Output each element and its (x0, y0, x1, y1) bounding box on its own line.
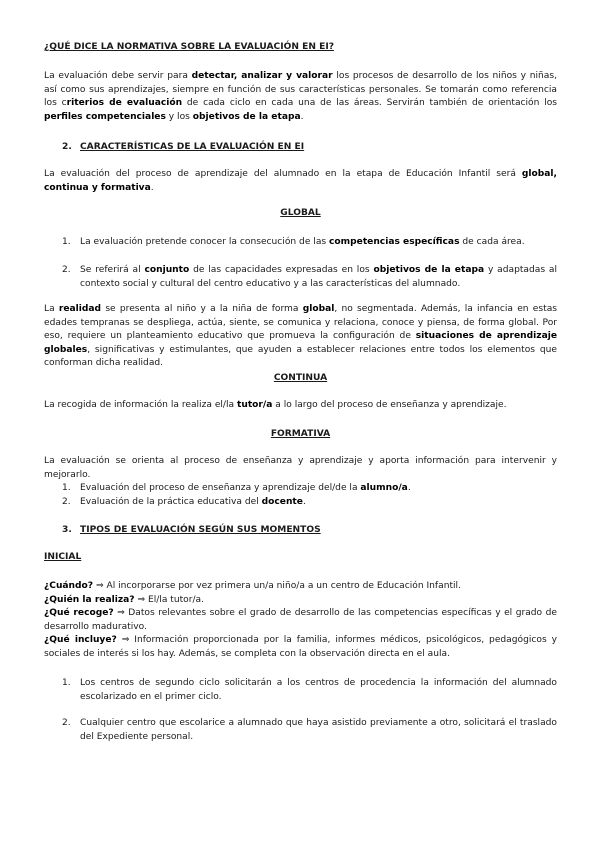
normativa-paragraph: La evaluación debe servir para detectar, analizar y valorar los procesos de desarrollo de los niños y niñas, así como sus aprendizajes, siempre en función de sus características personales. Se tomarán como referencia los criterios de evaluación de cada ciclo en cada una de las áreas. Servirán también de orientación los perfiles competenciales y los objetivos de la etapa. (44, 71, 558, 122)
global-paragraph: La realidad se presenta al niño y a la niña de forma global, no segmentada. Además, la infancia en estas edades tempranas se despliega, actúa, siente, se comunica y relaciona, conoce y piensa, de forma global. Por eso, requiere un planteamiento educativo que promueva la configuración de situaciones de aprendizaje globales, significativas y estimulantes, que ayuden a establecer relaciones entre todos los elementos que conforman dicha realidad. (44, 304, 558, 369)
global-item-2: Se referirá al conjunto de las capacidades expresadas en los objetivos de la etapa y adaptadas al contexto social y cultural del centro educativo y a las características del alumnado. (80, 265, 557, 289)
formativa-heading: FORMATIVA (270, 429, 331, 439)
inicial-questions: ¿Cuándo? ⇒ Al incorporarse por vez primera un/a niño/a a un centro de Educación Infantil. ¿Quién la realiza? ⇒ El/la tutor/a. ¿Qué recoge? ⇒ Datos relevantes sobre el grado de desarrollo de las competencias específicas y el grado de desarrollo madurativo. ¿Qué incluye? ⇒ Información proporcionada por la familia, informes médicos, psicológicos, pedagógicos y sociales de interés si los hay. Además, se completa con la observación directa en el aula. (44, 581, 557, 659)
inicial-item-2: Cualquier centro que escolarice a alumnado que haya asistido previamente a otro, solicitará el traslado del Expediente personal. (80, 718, 557, 742)
section-2-number: 2. (62, 142, 72, 152)
global-item-1: La evaluación pretende conocer la consecución de las competencias específicas de cada área. (80, 237, 525, 247)
normativa-heading: ¿QUÉ DICE LA NORMATIVA SOBRE LA EVALUACIÓN EN EI? (44, 42, 334, 52)
question-quien: ¿Quién la realiza? (44, 594, 135, 605)
continua-heading: CONTINUA (273, 373, 328, 383)
question-cuando: ¿Cuándo? (44, 581, 94, 591)
inicial-item-2-number: 2. (62, 718, 71, 728)
global-heading: GLOBAL (280, 208, 321, 218)
global-item-1-number: 1. (62, 237, 71, 247)
inicial-item-1: Los centros de segundo ciclo solicitarán a los centros de procedencia la información del alumnado escolarizado en el primer ciclo. (80, 678, 557, 702)
inicial-item-1-number: 1. (62, 678, 71, 688)
section-3-title: TIPOS DE EVALUACIÓN SEGÚN SUS MOMENTOS (80, 525, 321, 535)
section-2-title: CARACTERÍSTICAS DE LA EVALUACIÓN EN EI (80, 142, 305, 152)
formativa-paragraph: La evaluación se orienta al proceso de enseñanza y aprendizaje y aporta información para intervenir y mejorarlo. (44, 456, 557, 480)
continua-paragraph: La recogida de información la realiza el/la tutor/a a lo largo del proceso de enseñanza y aprendizaje. (44, 400, 507, 410)
inicial-heading: INICIAL (44, 552, 82, 562)
caracteristicas-paragraph: La evaluación del proceso de aprendizaje del alumnado en la etapa de Educación Infantil será global, continua y formativa. (44, 169, 557, 193)
formativa-item-2: Evaluación de la práctica educativa del docente. (80, 497, 306, 507)
global-item-2-number: 2. (62, 265, 71, 275)
formativa-item-1-number: 1. (62, 483, 71, 493)
formativa-item-1: Evaluación del proceso de enseñanza y aprendizaje del/de la alumno/a. (80, 483, 411, 493)
formativa-item-2-number: 2. (62, 497, 71, 507)
question-que-incluye: ¿Qué incluye? (44, 635, 117, 646)
section-3-number: 3. (62, 525, 72, 535)
question-que-recoge: ¿Qué recoge? (44, 608, 114, 619)
